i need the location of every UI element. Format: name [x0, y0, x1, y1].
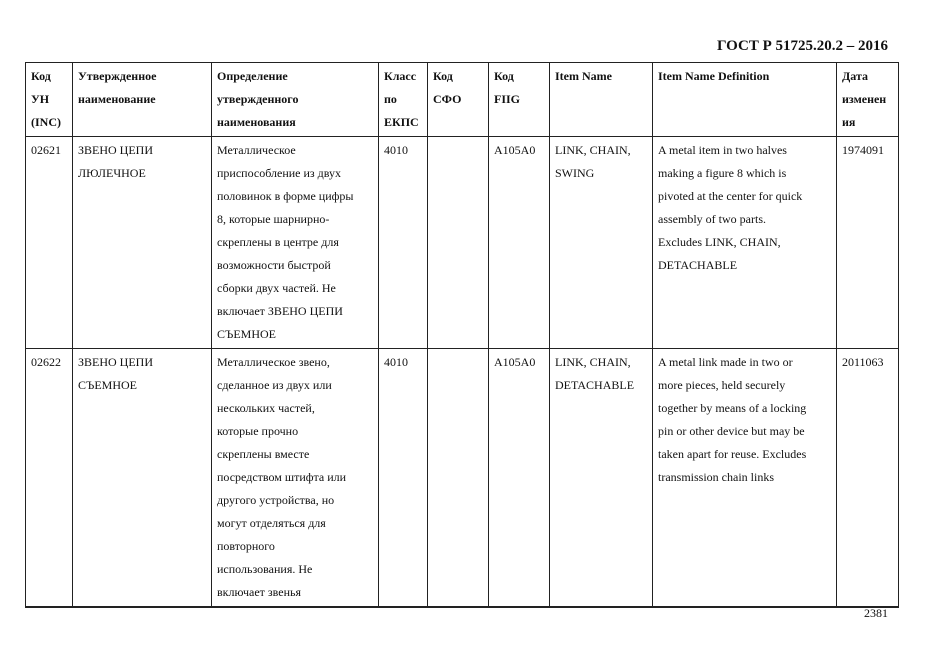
table-row — [26, 349, 899, 608]
header-name-definition: Определение утвержденного наименования — [212, 63, 379, 137]
item-name-table — [25, 62, 899, 608]
cell-name-definition: Металлическое приспособление из двух половинок в форме цифры 8, которые шарнирно- скреплены в центре для возможности быстрой сборки двух частей. Не включает ЗВЕНО ЦЕПИ СЪЕМНОЕ — [212, 137, 379, 349]
cell-sfo-code — [428, 137, 489, 349]
header-approved-name: Утвержденное наименование — [73, 63, 212, 137]
header-item-name: Item Name — [550, 63, 653, 137]
header-ekps-class: Класс по ЕКПС — [379, 63, 428, 137]
cell-item-name: LINK, CHAIN, SWING — [550, 137, 653, 349]
cell-approved-name: ЗВЕНО ЦЕПИ СЪЕМНОЕ — [73, 349, 212, 608]
cell-item-name-definition: A metal link made in two or more pieces, held securely together by means of a locking pin or other device but may be taken apart for reuse. Excludes transmission chain links — [653, 349, 837, 608]
cell-approved-name: ЗВЕНО ЦЕПИ ЛЮЛЕЧНОЕ — [73, 137, 212, 349]
cell-name-definition: Металлическое звено, сделанное из двух или нескольких частей, которые прочно скреплены вместе посредством штифта или другого устройства, но могут отделяться для повторного использования. Не включает звенья — [212, 349, 379, 608]
header-item-name-definition: Item Name Definition — [653, 63, 837, 137]
cell-item-name: LINK, CHAIN, DETACHABLE — [550, 349, 653, 608]
cell-fiig-code: A105A0 — [489, 349, 550, 608]
header-change-date: Дата изменен ия — [837, 63, 899, 137]
page-number: 2381 — [864, 606, 888, 620]
cell-fiig-code: A105A0 — [489, 137, 550, 349]
cell-change-date: 2011063 — [837, 349, 899, 608]
cell-inc-code: 02621 — [26, 137, 73, 349]
cell-ekps-class: 4010 — [379, 137, 428, 349]
table-header-row — [26, 63, 899, 137]
cell-ekps-class: 4010 — [379, 349, 428, 608]
cell-change-date: 1974091 — [837, 137, 899, 349]
cell-sfo-code — [428, 349, 489, 608]
header-fiig-code: Код FIIG — [489, 63, 550, 137]
cell-item-name-definition: A metal item in two halves making a figure 8 which is pivoted at the center for quick assembly of two parts. Excludes LINK, CHAIN, DETACHABLE — [653, 137, 837, 349]
document-number: ГОСТ Р 51725.20.2 – 2016 — [716, 38, 888, 54]
header-inc-code: Код УН (INC) — [26, 63, 73, 137]
table-row — [26, 137, 899, 349]
cell-inc-code: 02622 — [26, 349, 73, 608]
header-sfo-code: Код СФО — [428, 63, 489, 137]
